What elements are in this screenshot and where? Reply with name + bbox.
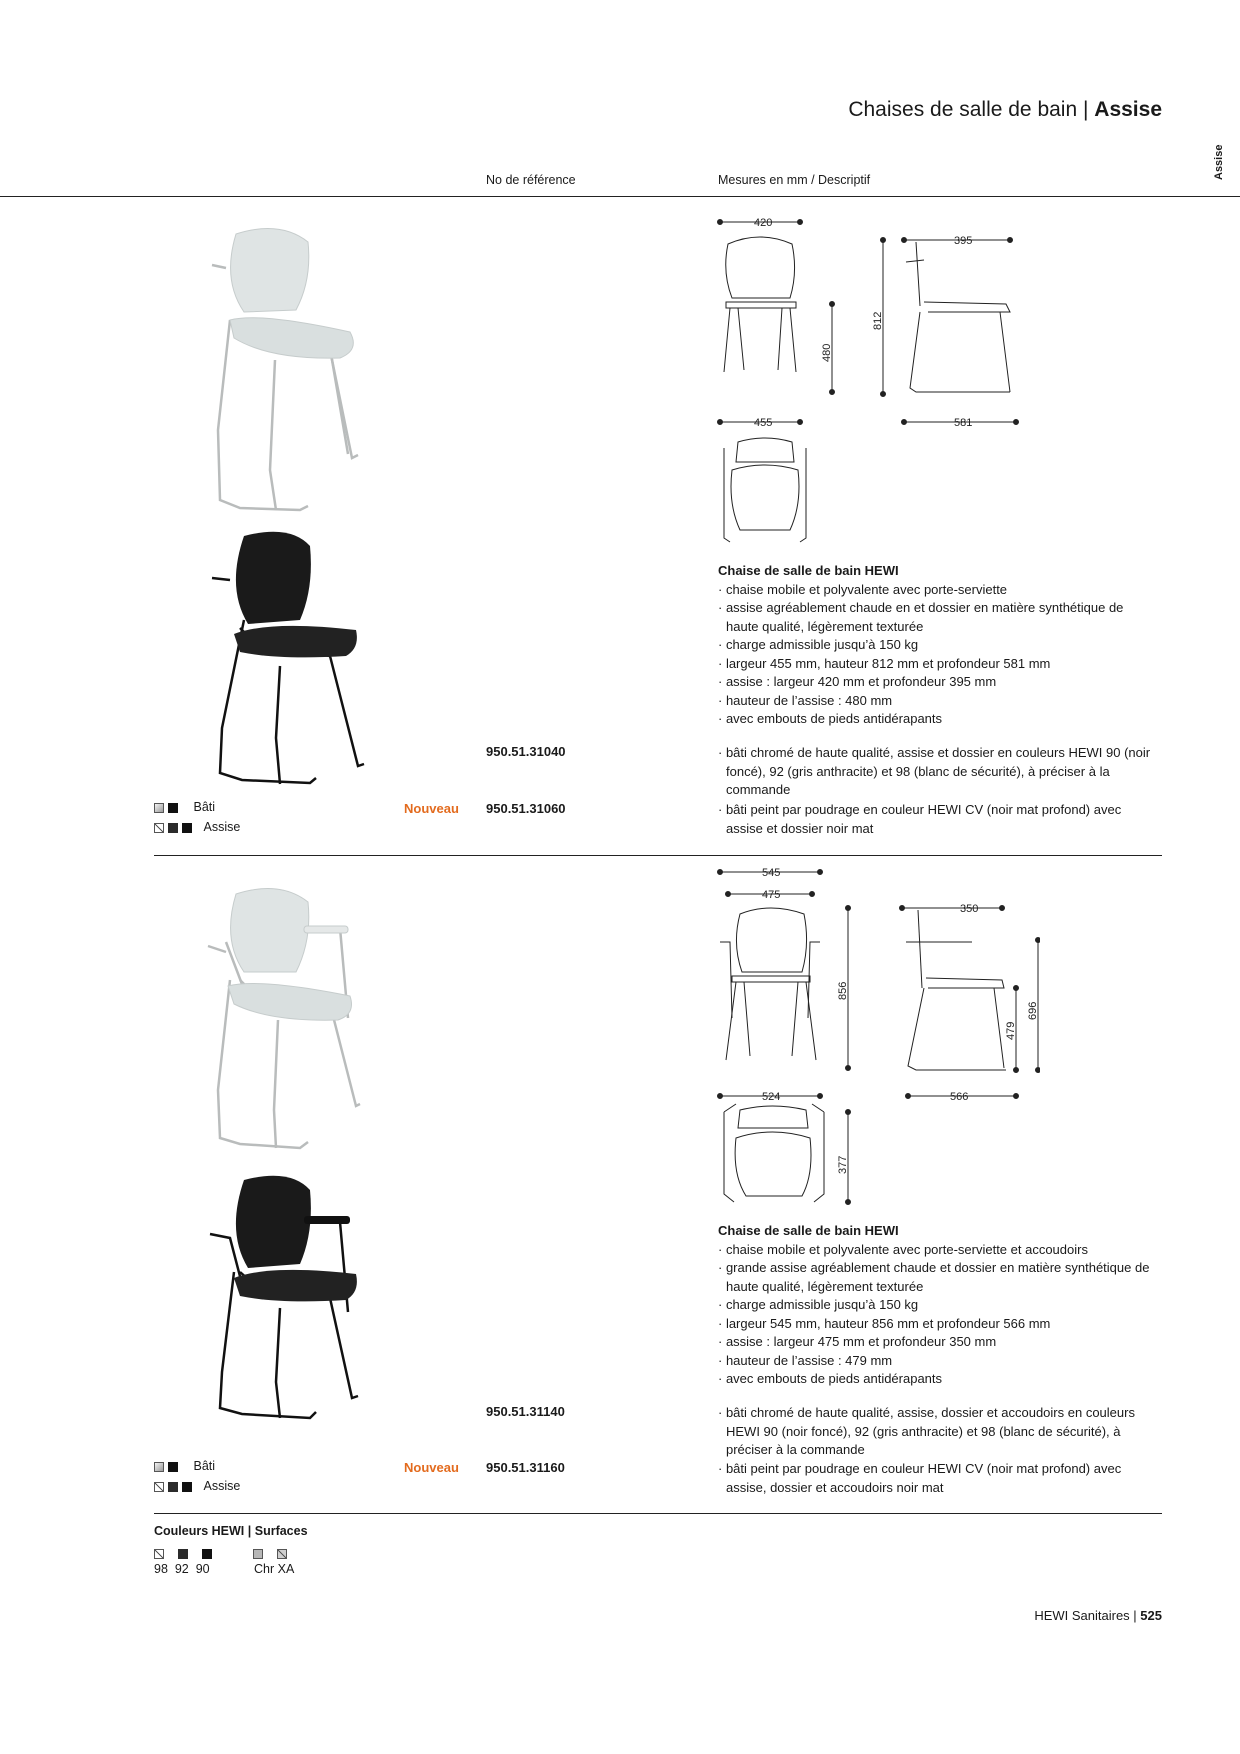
product-description-1 <box>718 562 1158 729</box>
feature-item: · avec embouts de pieds antidérapants <box>718 711 943 726</box>
product-title: Chaise de salle de bain HEWI <box>718 1223 899 1238</box>
color-codes: 98 92 90 <box>154 1562 210 1576</box>
svg-text:420: 420 <box>754 217 773 229</box>
feature-item: · assise : largeur 475 mm et profondeur 350 mm <box>718 1334 997 1349</box>
product-description-2 <box>718 1222 1158 1389</box>
product-title: Chaise de salle de bain HEWI <box>718 563 899 578</box>
surface-codes: Chr XA <box>254 1562 295 1576</box>
page-number: 525 <box>1140 1608 1162 1623</box>
variant-description: · bâti peint par poudrage en couleur HEWI CV (noir mat profond) avec assise, dossier et accoudoirs noir mat <box>718 1461 1122 1495</box>
svg-text:395: 395 <box>954 235 973 247</box>
armchair-photo-black <box>200 1172 420 1442</box>
svg-text:350: 350 <box>960 903 979 915</box>
legend-assise: Assise <box>154 1479 240 1493</box>
svg-text:696: 696 <box>1027 1001 1039 1020</box>
page-footer: HEWI Sanitaires | 525 <box>1034 1608 1162 1623</box>
feature-item: · largeur 545 mm, hauteur 856 mm et profondeur 566 mm <box>718 1315 1051 1331</box>
reference-number: 950.51.31040 <box>486 744 566 759</box>
section-tab: Assise <box>1213 144 1225 180</box>
tech-drawing-2 <box>710 868 1040 1218</box>
column-header-desc: Mesures en mm / Descriptif <box>718 173 871 187</box>
anthracite-swatch <box>168 1482 178 1492</box>
feature-item: · assise : largeur 420 mm et profondeur 395 mm <box>718 674 997 689</box>
svg-text:812: 812 <box>872 311 884 330</box>
feature-item: · charge admissible jusqu’à 150 kg <box>718 637 919 652</box>
new-badge: Nouveau <box>404 1460 459 1475</box>
legend-bati: Bâti <box>154 800 215 814</box>
feature-item: · grande assise agréablement chaude et dossier en matière synthétique de haute qualité, légèrement texturée <box>718 1260 1150 1294</box>
feature-item: · assise agréablement chaude en et dossier en matière synthétique de haute qualité, légèrement texturée <box>718 600 1124 634</box>
column-header-ref: No de référence <box>486 173 576 187</box>
variant-description: · bâti peint par poudrage en couleur HEWI CV (noir mat profond) avec assise et dossier noir mat <box>718 802 1122 836</box>
chair-photo-chrome <box>200 220 420 520</box>
feature-item: · chaise mobile et polyvalente avec porte-serviette et accoudoirs <box>718 1241 1088 1257</box>
color-swatches <box>154 1546 291 1560</box>
variant-description: · bâti chromé de haute qualité, assise, dossier et accoudoirs en couleurs HEWI 90 (noir foncé), 92 (gris anthracite) et 98 (blanc de sécurité), à préciser à la commande <box>718 1405 1135 1457</box>
svg-text:480: 480 <box>821 343 833 362</box>
white-swatch <box>154 1482 164 1492</box>
anthracite-swatch <box>168 823 178 833</box>
page-title: Chaises de salle de bain | Assise <box>848 98 1162 121</box>
color-90-swatch <box>202 1549 212 1559</box>
svg-text:856: 856 <box>837 981 849 1000</box>
section-divider <box>154 1513 1162 1514</box>
legend-assise: Assise <box>154 820 240 834</box>
variant-description: · bâti chromé de haute qualité, assise et dossier en couleurs HEWI 90 (noir foncé), 92 (gris anthracite) et 98 (blanc de sécurité), à préciser à la commande <box>718 745 1151 797</box>
section-divider <box>154 855 1162 856</box>
chrome-surface-swatch <box>253 1549 263 1559</box>
color-98-swatch <box>154 1549 164 1559</box>
black-swatch <box>182 1482 192 1492</box>
armchair-photo-chrome <box>200 880 420 1160</box>
feature-item: · hauteur de l’assise : 480 mm <box>718 692 893 708</box>
color-92-swatch <box>178 1549 188 1559</box>
chrome-swatch <box>154 803 164 813</box>
svg-text:475: 475 <box>762 889 781 901</box>
reference-number: 950.51.31140 <box>486 1404 565 1419</box>
svg-text:455: 455 <box>754 417 773 429</box>
feature-item: · largeur 455 mm, hauteur 812 mm et profondeur 581 mm <box>718 655 1051 671</box>
svg-text:581: 581 <box>954 417 973 429</box>
svg-text:524: 524 <box>762 1091 781 1103</box>
black-swatch <box>182 823 192 833</box>
reference-number: 950.51.31060 <box>486 801 566 816</box>
reference-number: 950.51.31160 <box>486 1460 565 1475</box>
xa-surface-swatch <box>277 1549 287 1559</box>
feature-item: · avec embouts de pieds antidérapants <box>718 1371 943 1386</box>
feature-item: · chaise mobile et polyvalente avec porte-serviette <box>718 581 1008 597</box>
new-badge: Nouveau <box>404 801 459 816</box>
svg-text:545: 545 <box>762 868 781 879</box>
svg-text:377: 377 <box>837 1155 849 1174</box>
white-swatch <box>154 823 164 833</box>
feature-item: · hauteur de l’assise : 479 mm <box>718 1352 893 1368</box>
header-rule <box>0 196 1240 197</box>
legend-bati: Bâti <box>154 1459 215 1473</box>
black-swatch <box>168 1462 178 1472</box>
chrome-swatch <box>154 1462 164 1472</box>
chair-photo-black <box>200 528 420 798</box>
black-swatch <box>168 803 178 813</box>
svg-text:479: 479 <box>1005 1021 1017 1040</box>
tech-drawing-1 <box>710 212 1040 552</box>
feature-item: · charge admissible jusqu’à 150 kg <box>718 1297 919 1312</box>
svg-text:566: 566 <box>950 1091 969 1103</box>
colors-title: Couleurs HEWI | Surfaces <box>154 1524 308 1538</box>
